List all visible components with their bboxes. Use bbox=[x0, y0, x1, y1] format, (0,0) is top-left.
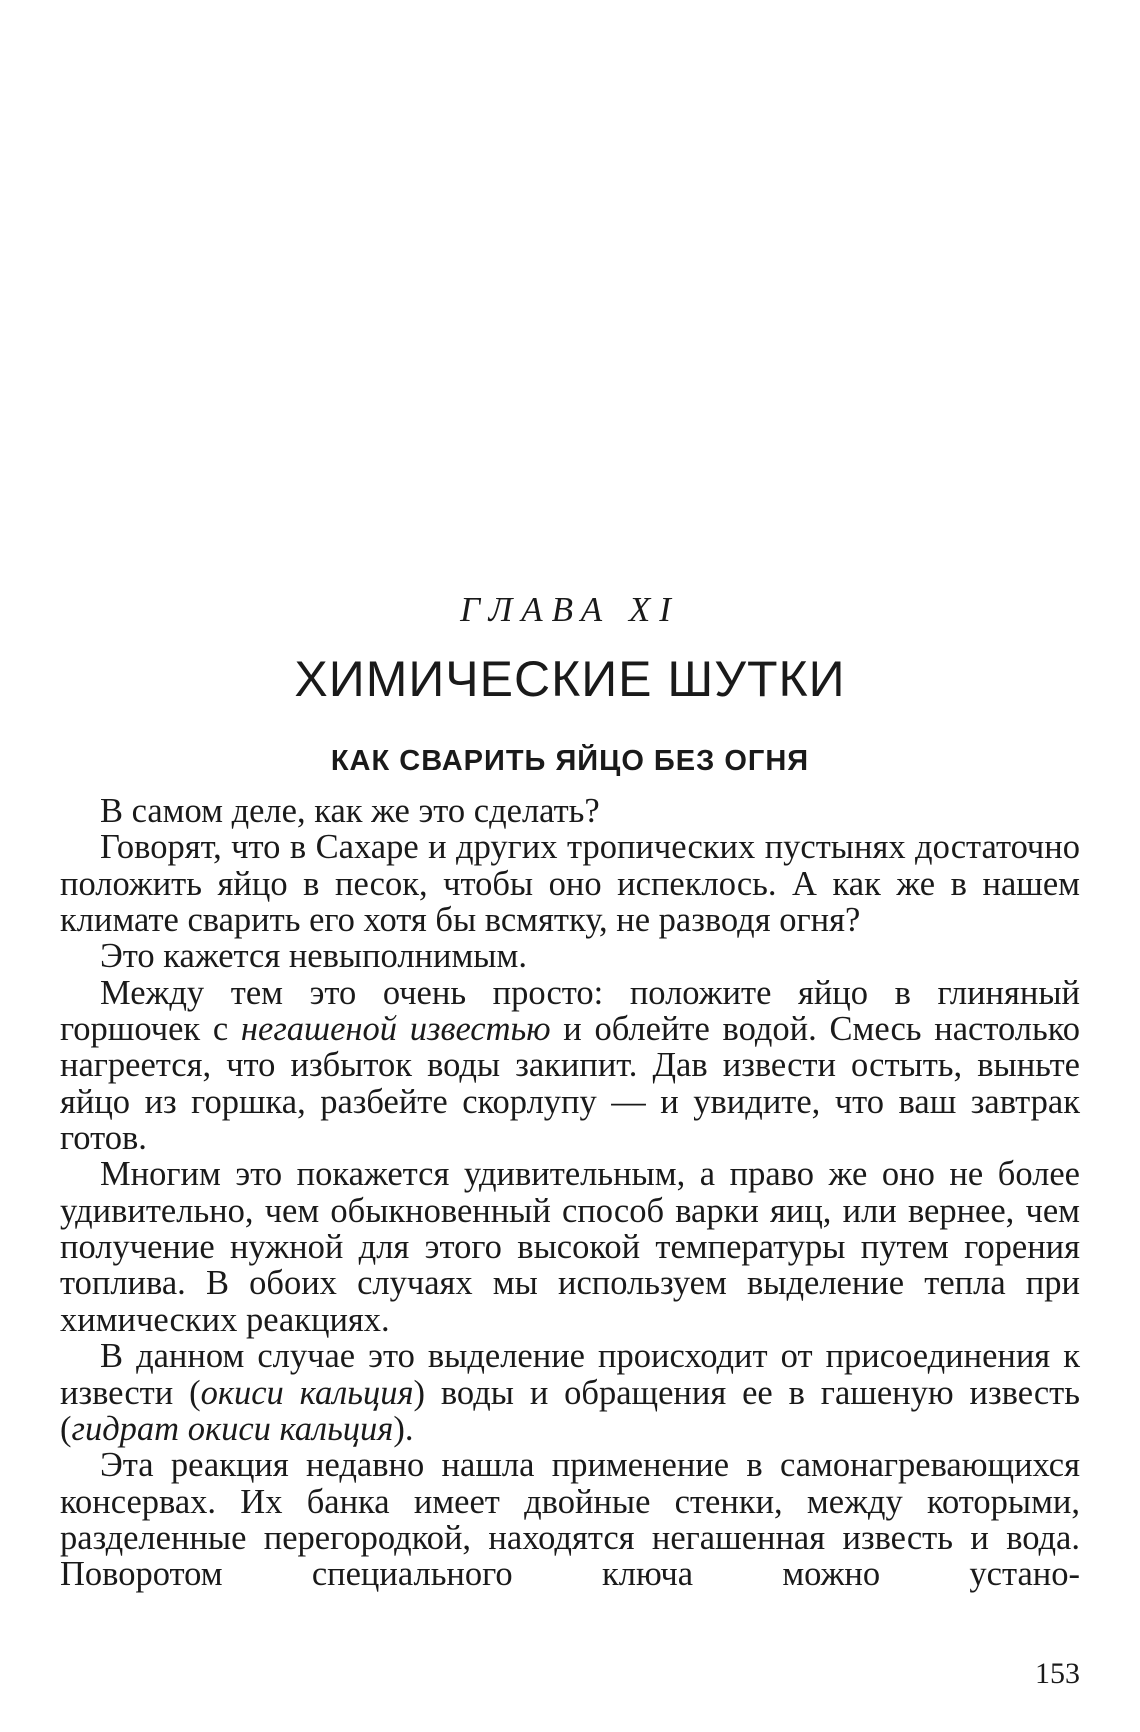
paragraph bbox=[60, 975, 1080, 1157]
text-run: В самом деле, как же это сделать? bbox=[100, 792, 600, 830]
body-text bbox=[60, 793, 1080, 1593]
paragraph bbox=[60, 1447, 1080, 1592]
book-page bbox=[60, 0, 1080, 1732]
text-run: и облейте водой. Смесь настолько нагреется, что избыток воды закипит. Дав извести остыть, выньте яйцо из горшка, разбейте скорлупу — и увидите, что ваш завтрак готов. bbox=[60, 1010, 1080, 1158]
text-run: ) воды и обращения ее в гашеную известь ( bbox=[60, 1373, 1080, 1448]
text-run: Говорят, что в Сахаре и других тропических пустынях достаточно положить яйцо в песок, чтобы оно испеклось. А как же в нашем климате сварить его хотя бы всмятку, не разводя огня? bbox=[60, 828, 1080, 940]
italic-term: окиси кальция bbox=[200, 1373, 414, 1412]
paragraph bbox=[60, 938, 1080, 974]
text-run: Это кажется невыполнимым. bbox=[100, 937, 527, 976]
text-run: В данном случае это выделение происходит от присоединения к извести ( bbox=[60, 1337, 1080, 1412]
section-title: КАК СВАРИТЬ ЯЙЦО БЕЗ ОГНЯ bbox=[330, 745, 810, 777]
text-run: Эта реакция недавно нашла применение в самонагревающихся консервах. Их банка имеет двойные стенки, между которыми, разделенные перегородкой, находятся негашенная известь и вода. Поворотом специального ключа можно устано- bbox=[60, 1446, 1080, 1594]
paragraph bbox=[60, 829, 1080, 938]
text-run: ). bbox=[393, 1409, 414, 1448]
italic-term: гидрат окиси кальция bbox=[71, 1409, 394, 1448]
text-run: Между тем это очень просто: положите яйцо в глиняный горшочек с bbox=[60, 973, 1080, 1049]
text-run: Многим это покажется удивительным, а право же оно не более удивительно, чем обыкновенный способ варки яиц, или вернее, чем получение нужной для этого высокой температуры путем горения топлива. В обоих случаях мы используем выделение тепла при химических реакциях. bbox=[60, 1155, 1080, 1339]
paragraph bbox=[60, 1338, 1080, 1447]
chapter-label: ГЛАВА XI bbox=[460, 590, 680, 629]
paragraph bbox=[60, 793, 1080, 829]
paragraph bbox=[60, 1156, 1080, 1338]
page-number: 153 bbox=[1035, 1657, 1080, 1690]
chapter-title: ХИМИЧЕСКИЕ ШУТКИ bbox=[294, 651, 846, 707]
italic-term: негашеной известью bbox=[240, 1010, 551, 1049]
